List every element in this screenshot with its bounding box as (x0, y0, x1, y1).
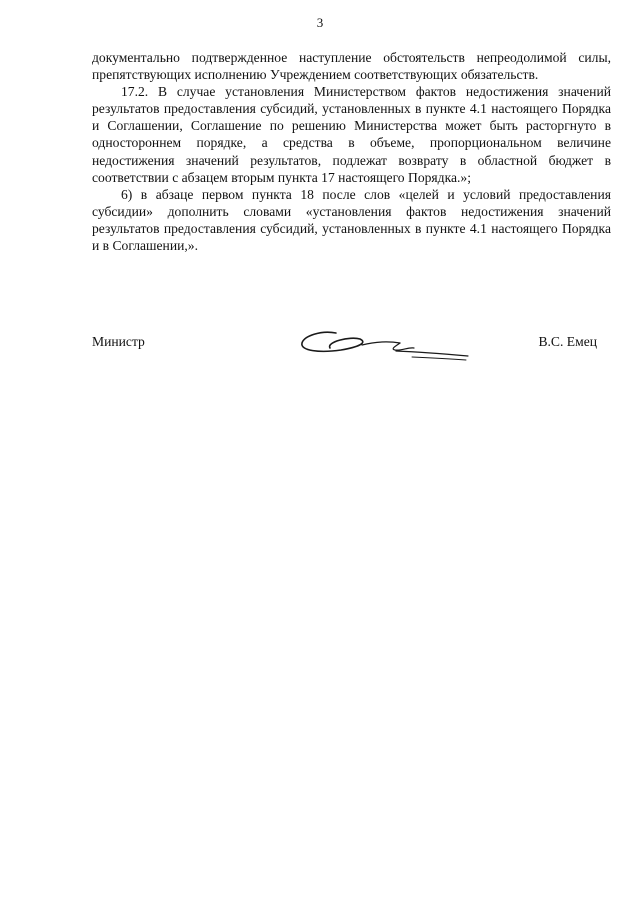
handwritten-signature (296, 324, 476, 364)
document-body (92, 49, 611, 254)
signature-block (92, 324, 597, 364)
paragraph-item-6: 6) в абзаце первом пункта 18 после слов «целей и условий предоставления субсидии» дополнить словами «установления фактов недостижения значений результатов предоставления субсидий, установленных в пункте 4.1 настоящего Порядка и в Соглашении,». (92, 186, 611, 254)
paragraph-clause-17-2: 17.2. В случае установления Министерством фактов недостижения значений результатов предоставления субсидий, установленных в пункте 4.1 настоящего Порядка и Соглашении, Соглашение по решению Министерства может быть расторгнуто в одностороннем порядке, а средства в объеме, пропорциональном величине недостижения значений результатов, подлежат возврату в областной бюджет в соответствии с абзацем вторым пункта 17 настоящего Порядка.»; (92, 84, 611, 185)
paragraph-continuation: документально подтвержденное наступление обстоятельств непреодолимой силы, препятствующих исполнению Учреждением соответствующих обязательств. (92, 50, 611, 83)
signer-title: Министр (92, 334, 145, 349)
page-number: 3 (316, 15, 324, 30)
signer-name: В.С. Емец (538, 334, 597, 349)
